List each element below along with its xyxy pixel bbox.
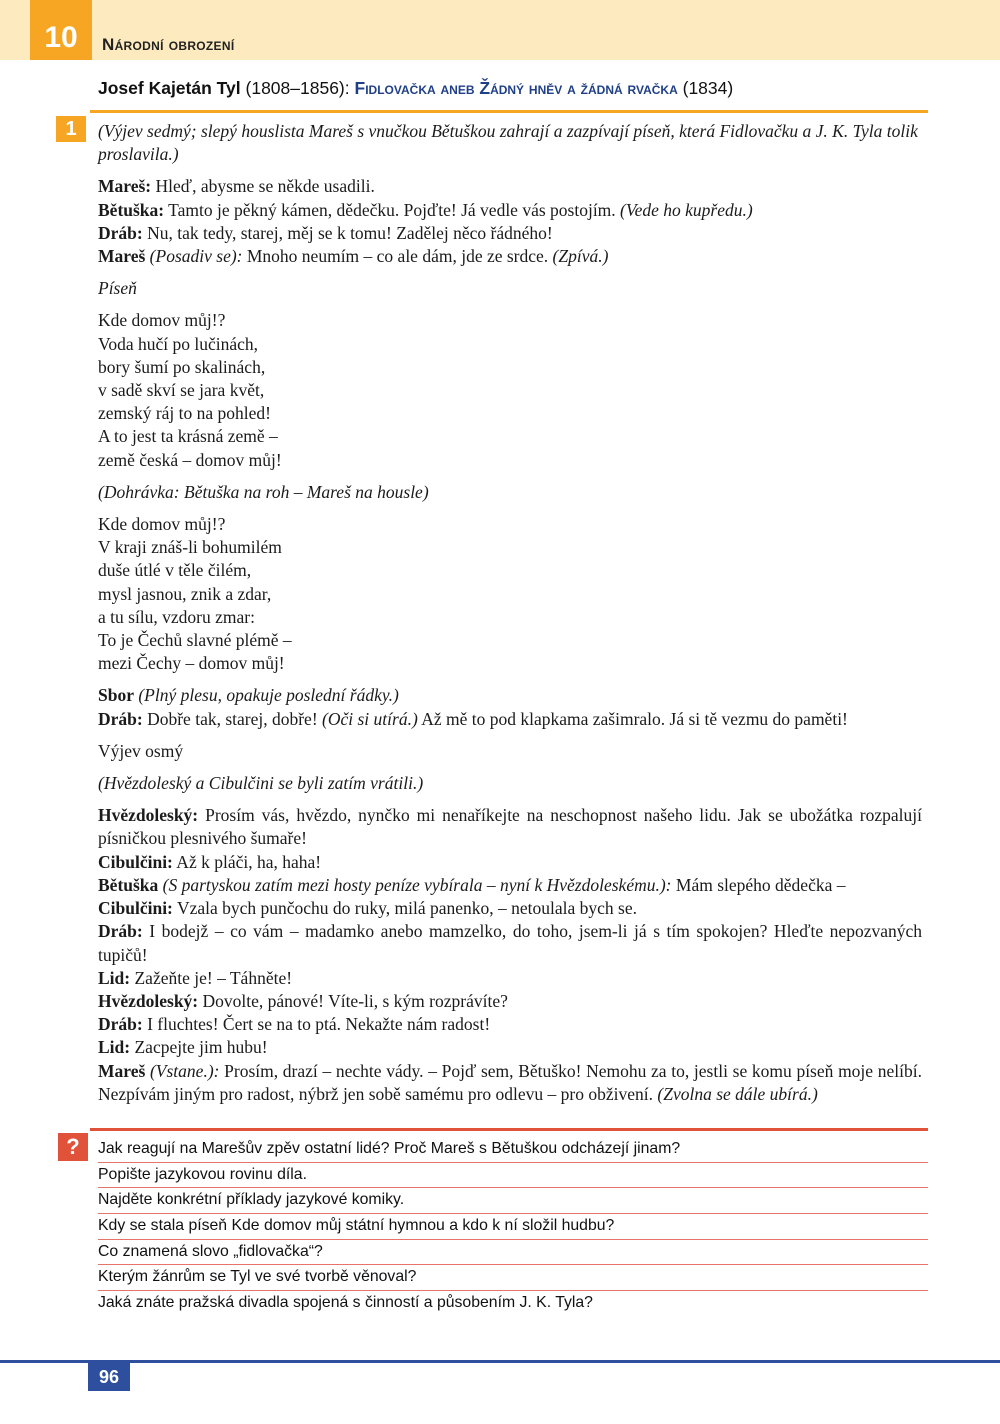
- speech: Mnoho neumím – co ale dám, jde ze srdce.: [242, 246, 553, 267]
- stage-direction: (Posadiv se):: [145, 246, 243, 267]
- verse-line: duše útlé v těle čilém,: [98, 560, 252, 581]
- chapter-title: Národní obrození: [102, 35, 235, 54]
- speaker: Hvězdoleský:: [98, 805, 199, 826]
- dialogue-block-3: [98, 804, 922, 1106]
- speech: Až k pláči, ha, haha!: [172, 851, 322, 872]
- dialogue-line: [98, 920, 922, 966]
- speaker: Sbor: [98, 685, 134, 706]
- dialogue-block-2: [98, 684, 922, 730]
- speech: Až mě to pod klapkama zašimralo. Já si tě vezmu do paměti!: [417, 708, 848, 729]
- author-name: Josef Kajetán Tyl: [98, 78, 241, 98]
- book-heading: [98, 78, 733, 99]
- intro-stage-direction: (Výjev sedmý; slepý houslista Mareš s vnučkou Bětuškou zahrají a zazpívají píseň, která Fidlovačku a J. K. Tyla tolik proslavila.): [98, 121, 918, 165]
- dialogue-line: [98, 199, 922, 222]
- verse-line: Voda hučí po lučinách,: [98, 333, 259, 354]
- dialogue-line: [98, 990, 922, 1013]
- stage-direction: (Plný plesu, opakuje poslední řádky.): [133, 685, 399, 706]
- speaker: Bětuška: [98, 874, 159, 895]
- verse-line: zemský ráj to na pohled!: [98, 403, 272, 424]
- dialogue-line: [98, 874, 922, 897]
- speech: Vzala bych punčochu do ruky, milá panenko, – netoulala bych se.: [172, 898, 637, 919]
- chapter-number-box: [30, 0, 92, 60]
- dialogue-line: [98, 967, 922, 990]
- speaker: Lid:: [98, 1037, 131, 1058]
- speech: I fluchtes! Čert se na to ptá. Nekažte nám radost!: [142, 1014, 491, 1035]
- verse-line: Kde domov můj!?: [98, 514, 226, 535]
- speaker: Mareš: [98, 246, 146, 267]
- dialogue-block-1: [98, 175, 922, 268]
- speech: Dobře tak, starej, dobře!: [142, 708, 323, 729]
- stage-direction: (Vede ho kupředu.): [620, 199, 753, 220]
- interlude-direction: (Dohrávka: Bětuška na roh – Mareš na housle): [98, 481, 429, 502]
- dialogue-line: [98, 175, 922, 198]
- verse-line: mysl jasnou, znik a zdar,: [98, 583, 272, 604]
- verse-line: bory šumí po skalinách,: [98, 356, 266, 377]
- speech: Mám slepého dědečka –: [671, 874, 846, 895]
- work-title: Fidlovačka aneb Žádný hněv a žádná rvačka: [354, 78, 678, 98]
- stage-direction: (Zpívá.): [552, 246, 609, 267]
- song-verse-1: [98, 309, 922, 471]
- speech: Prosím vás, hvězdo, nynčko mi nenaříkejte na neschopnost našeho lidu. Jak se ubožátka rozpalují písničkou plesnivého šumaře!: [98, 805, 922, 849]
- speaker: Hvězdoleský:: [98, 990, 199, 1011]
- speech: Nu, tak tedy, starej, měj se k tomu! Zadělej něco řádného!: [142, 222, 553, 243]
- stage-direction: (Oči si utírá.): [322, 708, 418, 729]
- verse-line: To je Čechů slavné plémě –: [98, 630, 292, 651]
- verse-line: země česká – domov můj!: [98, 449, 282, 470]
- speaker: Cibulčini:: [98, 851, 173, 872]
- speaker: Dráb:: [98, 222, 143, 243]
- speaker: Dráb:: [98, 1014, 143, 1035]
- question-item: Popište jazykovou rovinu díla.: [98, 1163, 928, 1189]
- section-number: 1: [56, 116, 86, 142]
- verse-line: v sadě skví se jara květ,: [98, 380, 265, 401]
- questions-list: [98, 1137, 928, 1316]
- verse-line: A to jest ta krásná země –: [98, 426, 278, 447]
- speech: I bodejž – co vám – madamko anebo mamzelko, do toho, jsem-li já s tím spokojen? Hleďte nepozvaných tupičů!: [98, 921, 922, 965]
- verse-line: a tu sílu, vzdoru zmar:: [98, 606, 255, 627]
- speech: Zažeňte je! – Táhněte!: [130, 967, 293, 988]
- dialogue-line: [98, 897, 922, 920]
- question-item: Jaká znáte pražská divadla spojená s činností a působením J. K. Tyla?: [98, 1294, 593, 1312]
- chapter-number: 10: [44, 21, 78, 54]
- speech: Hleď, abysme se někde usadili.: [151, 176, 375, 197]
- author-years: (1808–1856):: [245, 78, 350, 98]
- speaker: Bětuška:: [98, 199, 165, 220]
- speaker: Mareš: [98, 1060, 146, 1081]
- dialogue-line: [98, 851, 922, 874]
- stage-direction: (S partyskou zatím mezi hosty peníze vybírala – nyní k Hvězdoleskému.):: [158, 874, 672, 895]
- speaker: Lid:: [98, 967, 131, 988]
- verse-line: V kraji znáš-li bohumilém: [98, 537, 282, 558]
- song-verse-2: [98, 513, 922, 675]
- speaker: Dráb:: [98, 921, 143, 942]
- stage-direction: (Vstane.):: [145, 1060, 220, 1081]
- speaker: Cibulčini:: [98, 898, 173, 919]
- song-title: Píseň: [98, 278, 137, 299]
- scene-stage-direction: (Hvězdoleský a Cibulčini se byli zatím vrátili.): [98, 773, 424, 794]
- work-year: (1834): [682, 78, 734, 98]
- dialogue-line: [98, 222, 922, 245]
- dialogue-line: [98, 804, 922, 850]
- dialogue-line: [98, 1060, 922, 1106]
- questions-rule: [90, 1128, 928, 1131]
- verse-line: Kde domov můj!?: [98, 310, 226, 331]
- dialogue-line: [98, 1013, 922, 1036]
- speaker: Mareš:: [98, 176, 152, 197]
- speech: Zacpejte jim hubu!: [130, 1037, 268, 1058]
- question-item: Najděte konkrétní příklady jazykové komiky.: [98, 1188, 928, 1214]
- verse-line: mezi Čechy – domov můj!: [98, 653, 285, 674]
- question-item: Jak reagují na Marešův zpěv ostatní lidé? Proč Mareš s Bětuškou odcházejí jinam?: [98, 1137, 928, 1163]
- dialogue-line: [98, 684, 922, 707]
- section-rule: [90, 110, 928, 113]
- footer-rule: [0, 1360, 1000, 1363]
- dialogue-line: [98, 1036, 922, 1059]
- page-number: 96: [88, 1363, 130, 1391]
- stage-direction: (Zvolna se dále ubírá.): [657, 1083, 818, 1104]
- question-mark-icon: ?: [58, 1133, 88, 1161]
- excerpt-text: [98, 120, 922, 1106]
- question-item: Kterým žánrům se Tyl ve své tvorbě věnoval?: [98, 1265, 928, 1291]
- speech: Prosím, drazí – nechte vády. – Pojď sem, Bětuško! Nemohu za to, jestli se komu píseň moje nelíbí. Nezpívám jiným pro radost, nýbrž jen sobě samému pro odlevu – pro obživení.: [98, 1060, 922, 1104]
- speech: Tamto je pěkný kámen, dědečku. Pojďte! Já vedle vás postojím.: [164, 199, 621, 220]
- question-item: Kdy se stala píseň Kde domov můj státní hymnou a kdo k ní složil hudbu?: [98, 1214, 928, 1240]
- scene-heading: Výjev osmý: [98, 740, 184, 761]
- dialogue-line: [98, 708, 922, 731]
- question-item: Co znamená slovo „fidlovačka“?: [98, 1240, 928, 1266]
- dialogue-line: [98, 245, 922, 268]
- speaker: Dráb:: [98, 708, 143, 729]
- speech: Dovolte, pánové! Víte-li, s kým rozprávíte?: [198, 990, 508, 1011]
